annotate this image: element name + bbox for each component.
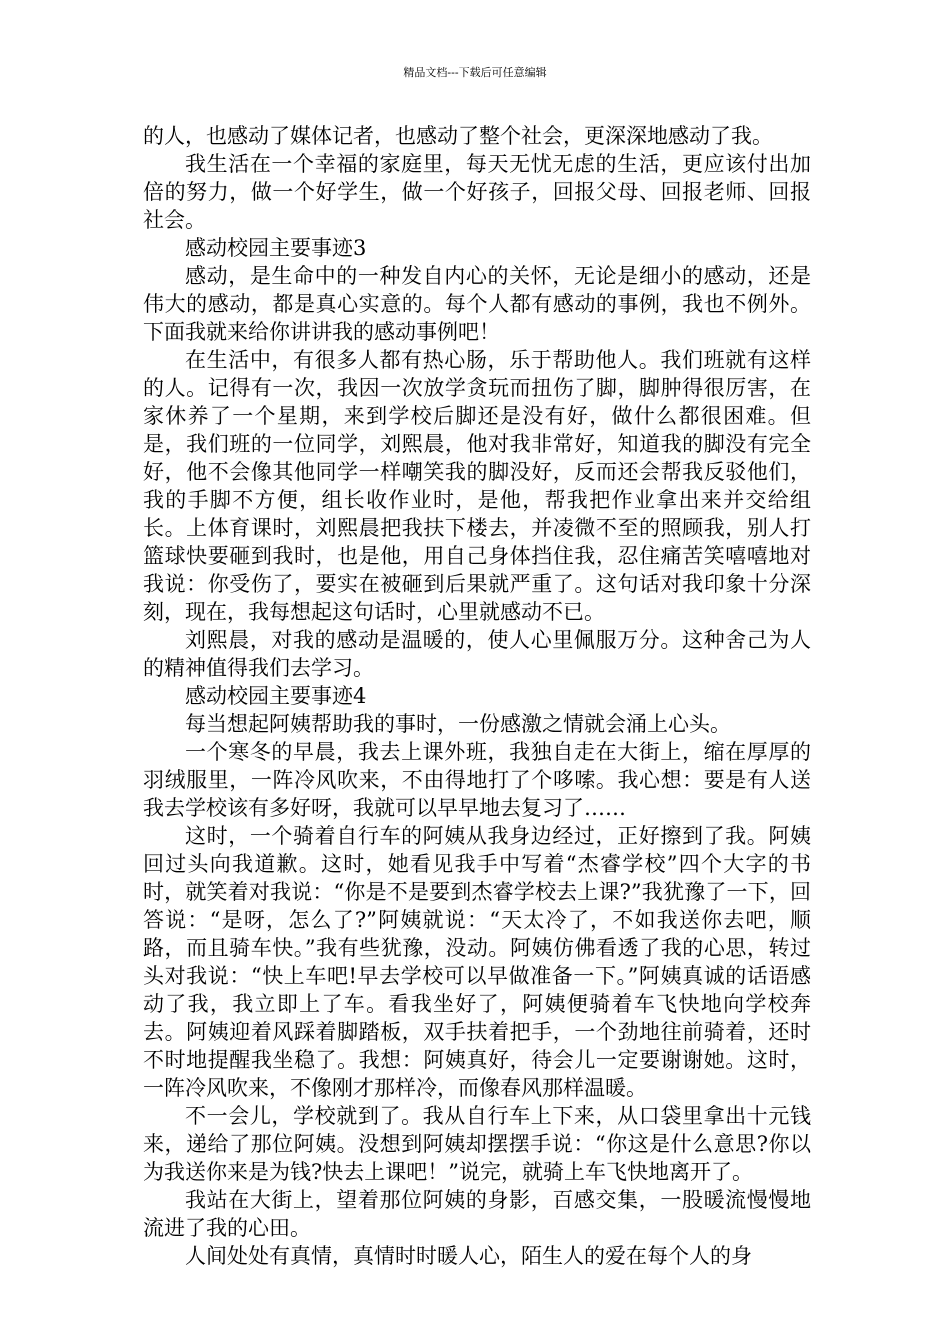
paragraph: 感动，是生命中的一种发自内心的关怀，无论是细小的感动，还是伟大的感动，都是真心实意的。每个人都有感动的事例，我也不例外。下面我就来给你讲讲我的感动事例吧！ bbox=[143, 264, 811, 344]
paragraph: 这时，一个骑着自行车的阿姨从我身边经过，正好擦到了我。阿姨回过头向我道歉。这时，她看见我手中写着“杰睿学校”四个大字的书时，就笑着对我说：“你是不是要到杰睿学校去上课?”我犹豫了一下，回答说：“是呀，怎么了?”阿姨就说：“天太冷了，不如我送你去吧，顺路，而且骑车快。”我有些犹豫，没动。阿姨仿佛看透了我的心思，转过头对我说：“快上车吧!早去学校可以早做准备一下。”阿姨真诚的话语感动了我，我立即上了车。看我坐好了，阿姨便骑着车飞快地向学校奔去。阿姨迎着风踩着脚踏板，双手扶着把手，一个劲地往前骑着，还时不时地提醒我坐稳了。我想：阿姨真好，待会儿一定要谢谢她。这时，一阵冷风吹来，不像刚才那样冷，而像春风那样温暖。 bbox=[143, 824, 811, 1100]
paragraph: 刘熙晨，对我的感动是温暖的，使人心里佩服万分。这种舍己为人的精神值得我们去学习。 bbox=[143, 628, 811, 680]
paragraph: 在生活中，有很多人都有热心肠，乐于帮助他人。我们班就有这样的人。记得有一次，我因一次放学贪玩而扭伤了脚，脚肿得很厉害，在家休养了一个星期，来到学校后脚还是没有好，做什么都很困难。但是，我们班的一位同学，刘熙晨，他对我非常好，知道我的脚没有完全好，他不会像其他同学一样嘲笑我的脚没好，反而还会帮我反驳他们，我的手脚不方便，组长收作业时，是他，帮我把作业拿出来并交给组长。上体育课时，刘熙晨把我扶下楼去，并凌微不至的照顾我，别人打篮球快要砸到我时，也是他，用自己身体挡住我，忍住痛苦笑嘻嘻地对我说：你受伤了，要实在被砸到后果就严重了。这句话对我印象十分深刻，现在，我每想起这句话时，心里就感动不已。 bbox=[143, 348, 811, 624]
paragraph: 我站在大街上，望着那位阿姨的身影，百感交集，一股暖流慢慢地流进了我的心田。 bbox=[143, 1188, 811, 1240]
section-title: 感动校园主要事迹4 bbox=[185, 684, 367, 708]
section-title: 感动校园主要事迹3 bbox=[185, 236, 367, 260]
page-header: 精品文档---下载后可任意编辑 bbox=[403, 66, 547, 79]
paragraph: 每当想起阿姨帮助我的事时，一份感激之情就会涌上心头。 bbox=[185, 712, 731, 736]
paragraph: 不一会儿，学校就到了。我从自行车上下来，从口袋里拿出十元钱来，递给了那位阿姨。没想到阿姨却摆摆手说：“你这是什么意思?你以为我送你来是为钱?快去上课吧！”说完，就骑上车飞快地离开了。 bbox=[143, 1104, 811, 1184]
paragraph: 人间处处有真情，真情时时暖人心，陌生人的爱在每个人的身 bbox=[185, 1244, 752, 1268]
paragraph: 的人，也感动了媒体记者，也感动了整个社会，更深深地感动了我。 bbox=[143, 124, 773, 148]
document-body bbox=[143, 122, 811, 1270]
paragraph: 我生活在一个幸福的家庭里，每天无忧无虑的生活，更应该付出加倍的努力，做一个好学生，做一个好孩子，回报父母、回报老师、回报社会。 bbox=[143, 152, 811, 232]
paragraph: 一个寒冬的早晨，我去上课外班，我独自走在大街上，缩在厚厚的羽绒服里，一阵冷风吹来，不由得地打了个哆嗦。我心想：要是有人送我去学校该有多好呀，我就可以早早地去复习了…… bbox=[143, 740, 811, 820]
